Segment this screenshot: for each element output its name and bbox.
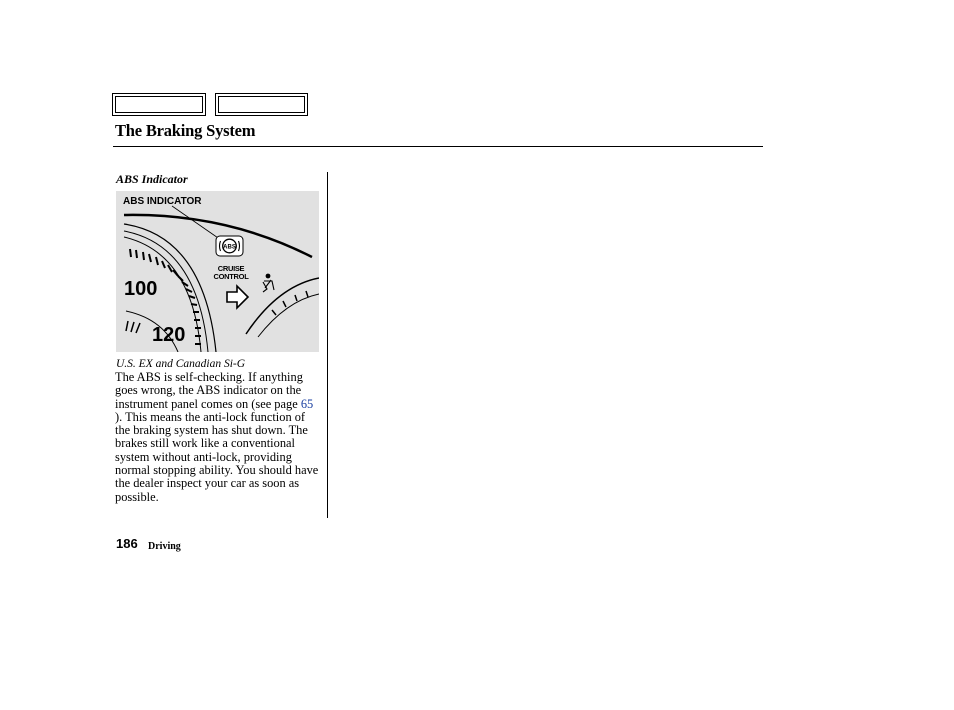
nav-tab-box-2[interactable] [215, 93, 308, 116]
model-variant-note: U.S. EX and Canadian Si-G [116, 358, 246, 370]
abs-indicator-callout-label: ABS INDICATOR [123, 196, 202, 207]
seat-belt-reminder-icon [263, 274, 274, 292]
abs-indicator-figure [116, 191, 319, 352]
page-number: 186 [116, 536, 138, 551]
body-text-part-2: ). This means the anti-lock function of the braking system has shut down. The brakes still work like a conventional system without anti-lock, providing normal stopping ability. You should have the dealer inspect your car as soon as possible. [115, 409, 319, 504]
body-paragraph [115, 371, 323, 504]
cruise-label-line2: CONTROL [213, 272, 249, 281]
lower-gauge-ticks [126, 321, 140, 333]
nav-tab-box-1[interactable] [112, 93, 206, 116]
tach-gauge-arc-inner [258, 294, 319, 337]
page-title: The Braking System [115, 121, 256, 140]
section-name: Driving [148, 541, 181, 552]
gauge-number-120: 120 [152, 324, 186, 346]
title-rule [113, 146, 763, 147]
page-reference-link[interactable]: 65 [300, 396, 314, 411]
figure-caption: ABS Indicator [116, 172, 188, 186]
body-text-part-1: The ABS is self-checking. If anything goes wrong, the ABS indicator on the instrument panel comes on (see page [115, 370, 303, 411]
column-divider [327, 172, 328, 518]
abs-warning-icon [216, 236, 243, 256]
instrument-panel-illustration [116, 191, 319, 352]
tach-gauge-ticks [272, 291, 308, 315]
gauge-number-100: 100 [124, 278, 158, 300]
cruise-label-line1: CRUISE [217, 264, 245, 273]
tach-gauge-arc-outer [246, 278, 319, 334]
abs-badge-text: ABS [223, 244, 236, 251]
turn-signal-arrow-icon [227, 286, 248, 308]
